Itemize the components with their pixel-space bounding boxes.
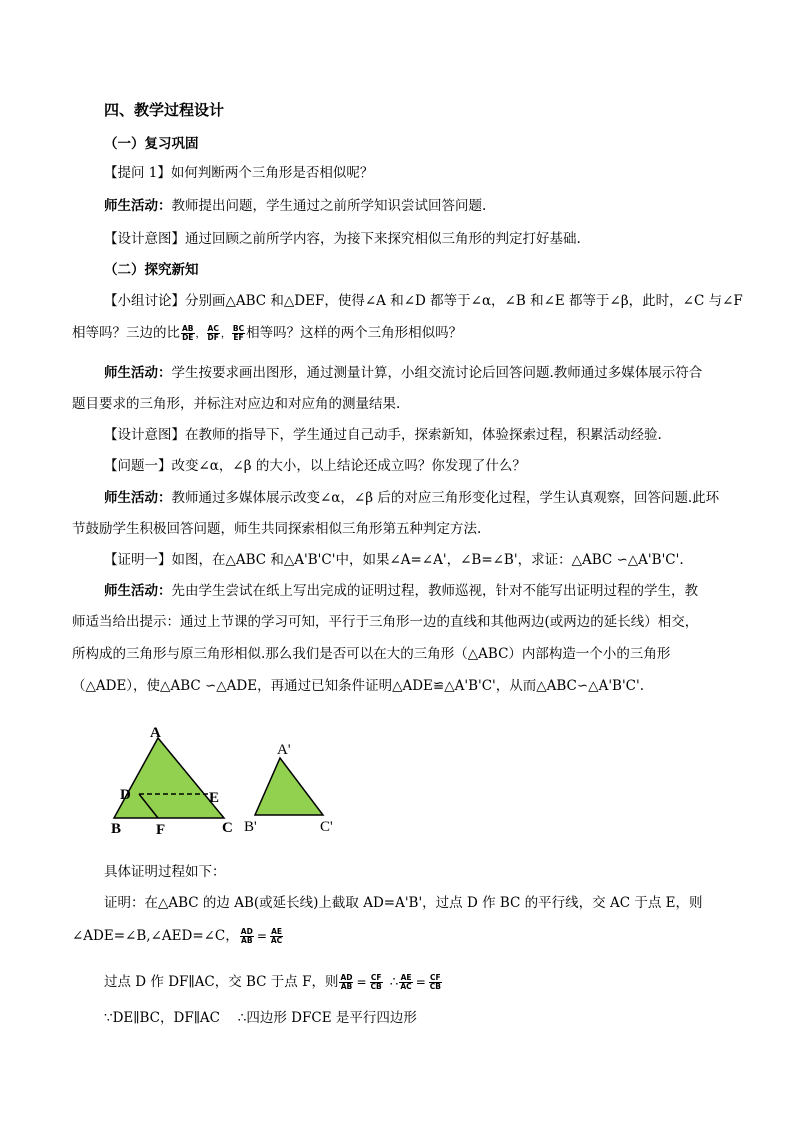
activity-text: 先由学生尝试在纸上写出完成的证明过程，教师巡视，针对不能写出证明过程的学生，教 xyxy=(171,583,698,599)
fraction-ae-ac: $\frac{AE}{AC}$ xyxy=(400,973,412,991)
activity-3-line-1 xyxy=(104,488,764,508)
section-heading: 四、教学过程设计 xyxy=(104,101,225,119)
label-c-prime: C' xyxy=(320,819,333,835)
label-d: D xyxy=(120,787,131,803)
label-c: C xyxy=(222,820,233,836)
triangle-abc xyxy=(114,738,224,818)
discussion-text: 相等吗？三边的比 xyxy=(72,325,180,341)
activity-3-line-2: 节鼓励学生积极回答问题，师生共同探索相似三角形第五种判定方法. xyxy=(72,521,482,537)
activity-1 xyxy=(104,196,764,216)
group-discussion-line-2: 相等吗？三边的比 $\frac{AB}{DE}$ ， $\frac{AC}{DF}$ ， $\frac{BC}{EF}$ 相等吗？这样的两个三角形相似吗？ xyxy=(72,324,463,342)
ratio-ac-df: $\frac{AC}{DF}$ xyxy=(207,324,219,342)
proof-text: 过点 D 作 DF∥AC，交 BC 于点 F，则 xyxy=(104,974,339,990)
activity-4-line-3: 所构成的三角形与原三角形相似.那么我们是否可以在大的三角形（△ABC）内部构造一个小的三角形 xyxy=(72,646,671,662)
activity-2-line-1 xyxy=(104,363,764,383)
proof-intro: 具体证明过程如下： xyxy=(104,864,226,880)
fraction-ad-ab: $\frac{AD}{AB}$ xyxy=(340,973,353,991)
ratio-ab-de: $\frac{AB}{DE}$ xyxy=(182,324,194,342)
ratio-bc-ef: $\frac{BC}{EF}$ xyxy=(232,324,245,342)
activity-4-line-4: （△ADE），使△ABC ∽△ADE，再通过已知条件证明△ADE≌△A'B'C'，从而△ABC∽△A'B'C'. xyxy=(72,678,644,694)
activity-text: 教师提出问题，学生通过之前所学知识尝试回答问题. xyxy=(171,198,487,214)
proof-line-1: 证明：在△ABC 的边 AB(或延长线)上截取 AD=A'B'，过点 D 作 BC 的平行线，交 AC 于点 E，则 xyxy=(104,895,703,911)
activity-label: 师生活动： xyxy=(104,365,172,381)
subsection-review: （一）复习巩固 xyxy=(104,136,199,152)
subsection-explore: （二）探究新知 xyxy=(104,262,199,278)
activity-text: 教师通过多媒体展示改变∠α，∠β 后的对应三角形变化过程，学生认真观察，回答问题.此环 xyxy=(171,490,720,506)
proof-1-statement: 【证明一】如图，在△ABC 和△A'B'C'中，如果∠A=∠A'，∠B=∠B'，求证：△ABC ∽△A'B'C'. xyxy=(104,552,684,568)
proof-line-3: 过点 D 作 DF∥AC，交 BC 于点 F，则 $\frac{AD}{AB}$ = $\frac{CF}{CB}$ ∴ $\frac{AE}{AC}$ = $\frac{CF}{CB}$ xyxy=(104,973,441,991)
activity-text: 学生按要求画出图形，通过测量计算，小组交流讨论后回答问题.教师通过多媒体展示符合 xyxy=(171,365,703,381)
problem-1: 【问题一】改变∠α，∠β 的大小，以上结论还成立吗？你发现了什么？ xyxy=(104,458,526,474)
triangle-figure xyxy=(100,720,360,849)
design-intent-1: 【设计意图】通过回顾之前所学内容，为接下来探究相似三角形的判定打好基础. xyxy=(104,231,581,247)
fraction-cf-cb: $\frac{CF}{CB}$ xyxy=(370,973,382,991)
activity-4-line-1 xyxy=(104,581,764,601)
activity-label: 师生活动： xyxy=(104,198,172,214)
label-b-prime: B' xyxy=(244,819,257,835)
label-e: E xyxy=(209,790,220,806)
group-discussion-line-1: 【小组讨论】分别画△ABC 和△DEF，使得∠A 和∠D 都等于∠α，∠B 和∠E 都等于∠β，此时，∠C 与∠F xyxy=(104,293,743,309)
label-b: B xyxy=(111,821,122,837)
proof-line-2: ∠ADE=∠B,∠AED=∠C， $\frac{AD}{AB}$ = $\frac{AE}{AC}$ xyxy=(72,927,283,945)
activity-label: 师生活动： xyxy=(104,583,172,599)
label-f: F xyxy=(156,822,166,838)
proof-line-4: ∵DE∥BC，DF∥AC ∴四边形 DFCE 是平行四边形 xyxy=(104,1010,417,1026)
fraction-ad-ab: $\frac{AD}{AB}$ xyxy=(240,927,253,945)
question-1: 【提问 1】如何判断两个三角形是否相似呢？ xyxy=(104,165,374,181)
activity-label: 师生活动： xyxy=(104,490,172,506)
triangle-diagram xyxy=(100,720,360,845)
discussion-text-end: 相等吗？这样的两个三角形相似吗？ xyxy=(246,325,463,341)
label-a-prime: A' xyxy=(277,742,291,758)
label-a: A xyxy=(150,725,161,741)
triangle-a2b2c2 xyxy=(255,758,323,815)
therefore-symbol: ∴ xyxy=(389,974,399,990)
fraction-ae-ac: $\frac{AE}{AC}$ xyxy=(270,927,283,945)
activity-2-line-2: 题目要求的三角形，并标注对应边和对应角的测量结果. xyxy=(72,396,401,412)
fraction-cf-cb: $\frac{CF}{CB}$ xyxy=(429,973,441,991)
design-intent-2: 【设计意图】在教师的指导下，学生通过自己动手，探索新知，体验探索过程，积累活动经验. xyxy=(104,427,662,443)
activity-4-line-2: 师适当给出提示：通过上节课的学习可知，平行于三角形一边的直线和其他两边(或两边的延长线）相交， xyxy=(72,614,699,630)
proof-text: ∠ADE=∠B,∠AED=∠C， xyxy=(72,928,239,944)
